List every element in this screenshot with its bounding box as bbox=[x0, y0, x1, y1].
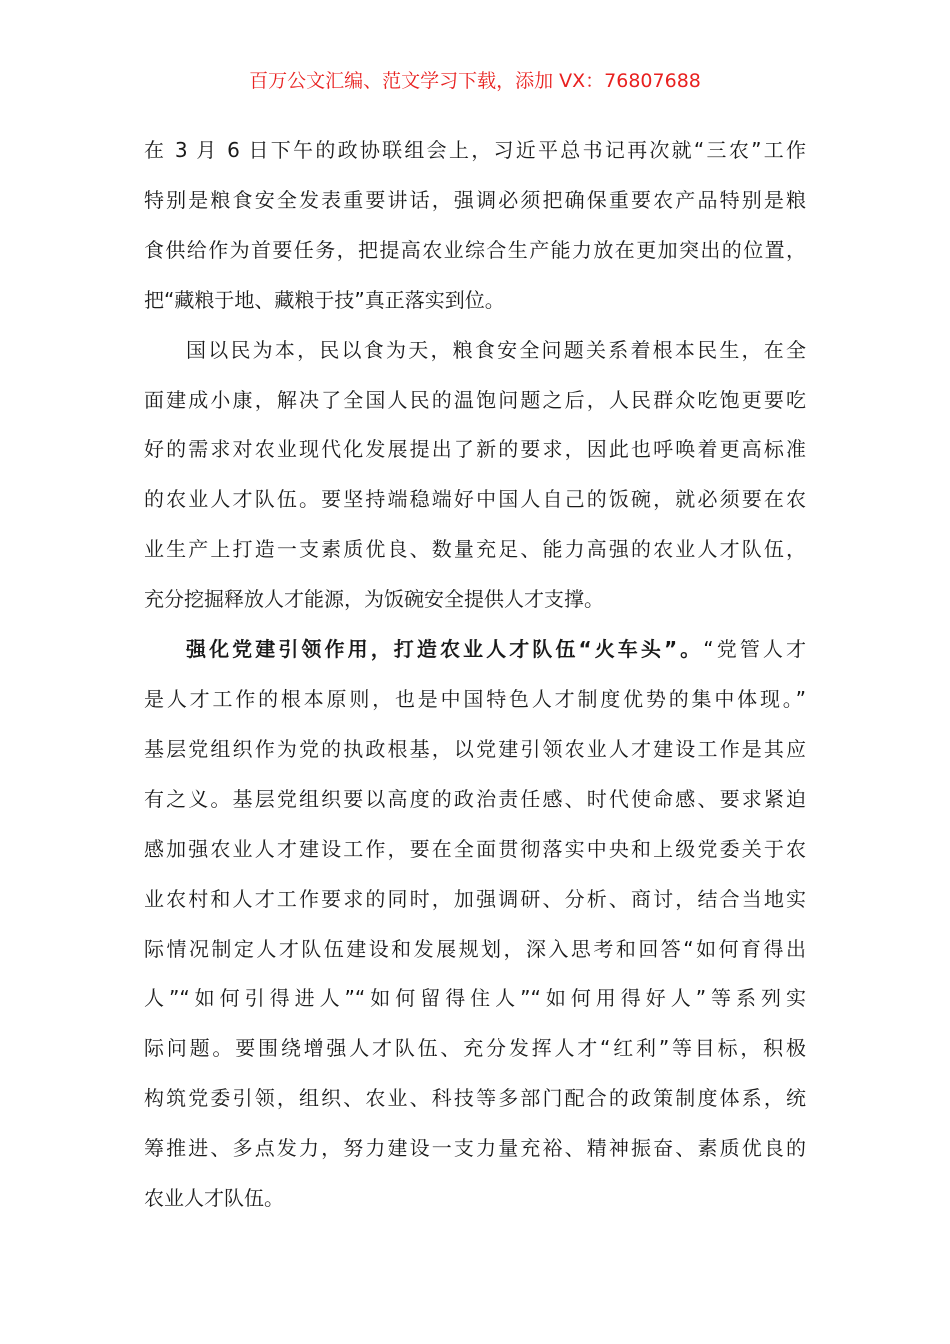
text-line: 国以民为本，民以食为天，粮食安全问题关系着根本民生，在全 bbox=[186, 337, 806, 362]
text-line: 际问题。要围绕增强人才队伍、充分发挥人才“红利”等目标，积极 bbox=[144, 1036, 806, 1061]
document-body bbox=[144, 126, 806, 1224]
text-line: 业生产上打造一支素质优良、数量充足、能力高强的农业人才队伍， bbox=[144, 537, 806, 562]
text-line: 人”“如何引得进人”“如何留得住人”“如何用得好人”等系列实 bbox=[144, 986, 806, 1011]
text-line bbox=[144, 625, 806, 675]
text-line: 把“藏粮于地、藏粮于技”真正落实到位。 bbox=[144, 287, 505, 312]
text-line: 农业人才队伍。 bbox=[144, 1186, 284, 1211]
header-banner: 百万公文汇编、范文学习下载，添加 VX：76807688 bbox=[249, 70, 701, 92]
text-line: 的农业人才队伍。要坚持端稳端好中国人自己的饭碗，就必须要在农 bbox=[144, 487, 806, 512]
text-line: 是人才工作的根本原则，也是中国特色人才制度优势的集中体现。” bbox=[144, 686, 806, 711]
text-line: 感加强农业人才建设工作，要在全面贯彻落实中央和上级党委关于农 bbox=[144, 836, 806, 861]
paragraph-3 bbox=[144, 625, 806, 1224]
text-line: 好的需求对农业现代化发展提出了新的要求，因此也呼唤着更高标准 bbox=[144, 437, 806, 462]
text-line: 面建成小康，解决了全国人民的温饱问题之后，人民群众吃饱更要吃 bbox=[144, 387, 806, 412]
text-line: 有之义。基层党组织要以高度的政治责任感、时代使命感、要求紧迫 bbox=[144, 786, 806, 811]
lead-continuation: “党管人才 bbox=[703, 637, 806, 662]
paragraph-2 bbox=[144, 326, 806, 625]
text-line: 际情况制定人才队伍建设和发展规划，深入思考和回答“如何育得出 bbox=[144, 936, 806, 961]
paragraph-1 bbox=[144, 126, 806, 326]
text-line: 特别是粮食安全发表重要讲话，强调必须把确保重要农产品特别是粮 bbox=[144, 187, 806, 212]
text-line: 构筑党委引领，组织、农业、科技等多部门配合的政策制度体系，统 bbox=[144, 1086, 806, 1111]
text-line: 筹推进、多点发力，努力建设一支力量充裕、精神振奋、素质优良的 bbox=[144, 1136, 806, 1161]
text-line: 在 3 月 6 日下午的政协联组会上，习近平总书记再次就“三农”工作 bbox=[144, 138, 806, 162]
text-line: 充分挖掘释放人才能源，为饭碗安全提供人才支撑。 bbox=[144, 587, 604, 612]
text-line: 食供给作为首要任务，把提高农业综合生产能力放在更加突出的位置， bbox=[144, 237, 806, 262]
text-line: 业农村和人才工作要求的同时，加强调研、分析、商讨，结合当地实 bbox=[144, 886, 806, 911]
paragraph-lead-heading: 强化党建引领作用，打造农业人才队伍“火车头”。 bbox=[186, 637, 704, 662]
text-line: 基层党组织作为党的执政根基，以党建引领农业人才建设工作是其应 bbox=[144, 736, 806, 761]
